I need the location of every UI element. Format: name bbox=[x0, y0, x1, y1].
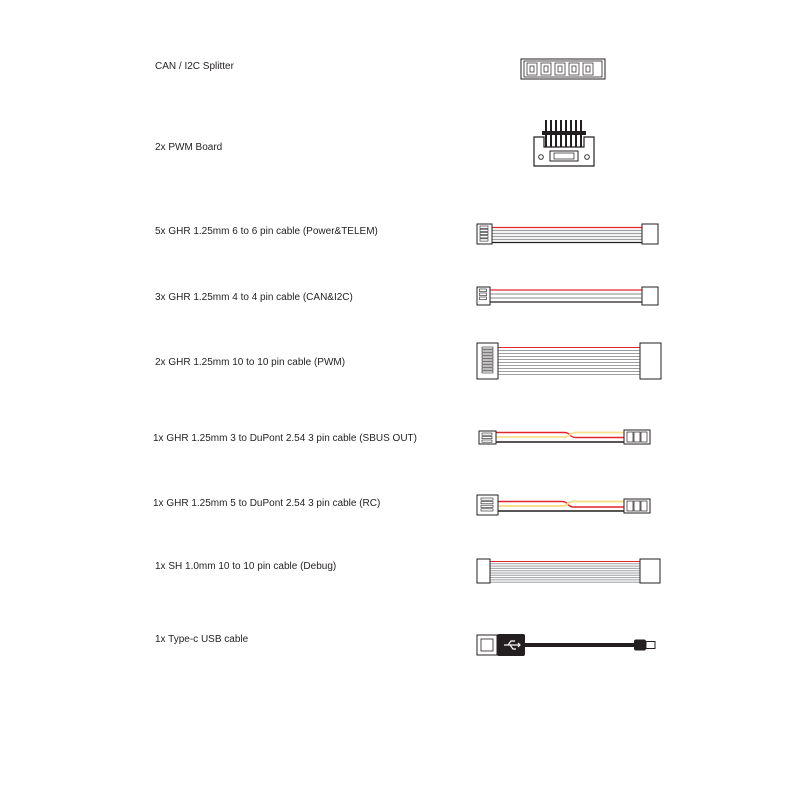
item-label: 2x GHR 1.25mm 10 to 10 pin cable (PWM) bbox=[155, 357, 346, 368]
item-label: CAN / I2C Splitter bbox=[155, 61, 234, 72]
item-label: 5x GHR 1.25mm 6 to 6 pin cable (Power&TELEM) bbox=[155, 226, 378, 237]
sbus-out-cable-icon bbox=[478, 428, 654, 446]
rc-cable-icon bbox=[476, 494, 656, 518]
item-label: 2x PWM Board bbox=[155, 142, 223, 153]
4-pin-cable-icon bbox=[476, 285, 660, 307]
6-pin-cable-icon bbox=[476, 222, 660, 246]
item-label: 3x GHR 1.25mm 4 to 4 pin cable (CAN&I2C) bbox=[155, 292, 353, 303]
item-label: 1x Type-c USB cable bbox=[155, 634, 249, 645]
item-label: 1x GHR 1.25mm 5 to DuPont 2.54 3 pin cable (RC) bbox=[153, 498, 381, 509]
pwm-board-icon bbox=[532, 117, 598, 169]
debug-cable-icon bbox=[476, 557, 662, 585]
can-i2c-splitter-icon bbox=[520, 57, 606, 81]
item-label: 1x SH 1.0mm 10 to 10 pin cable (Debug) bbox=[155, 561, 337, 572]
10-pin-cable-icon bbox=[476, 342, 662, 380]
usb-c-cable-icon bbox=[476, 630, 662, 660]
item-label: 1x GHR 1.25mm 3 to DuPont 2.54 3 pin cable (SBUS OUT) bbox=[153, 433, 417, 444]
